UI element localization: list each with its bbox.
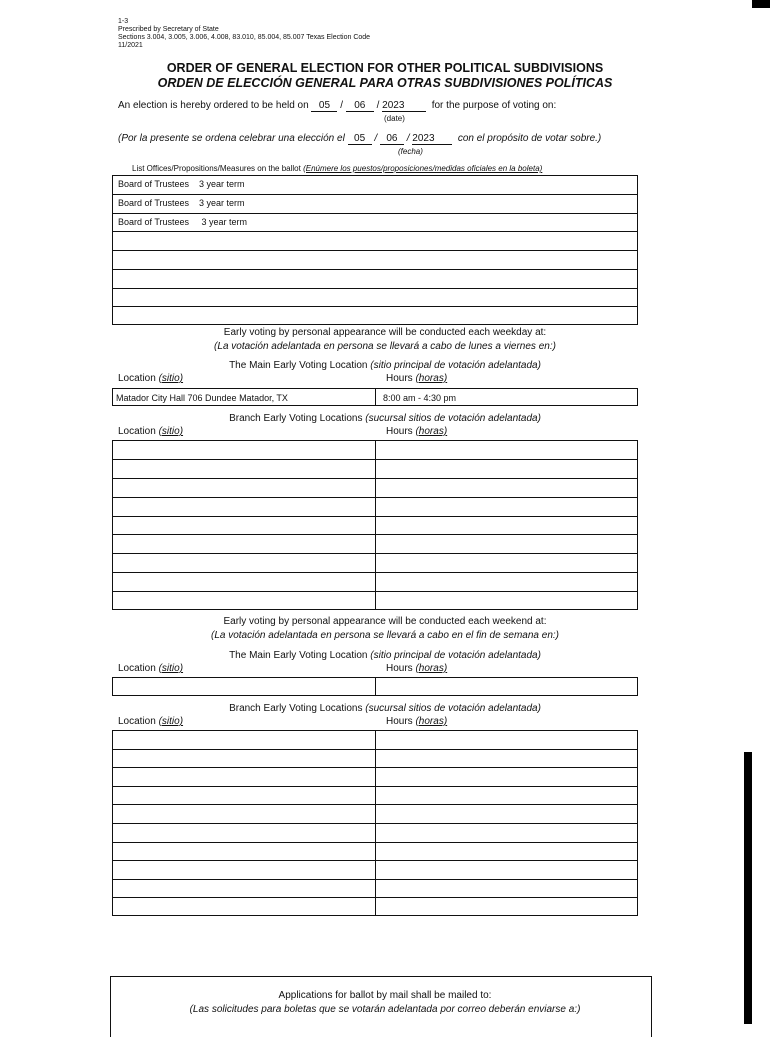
page-title-es: ORDEN DE ELECCIÓN GENERAL PARA OTRAS SUBDIVISIONES POLÍTICAS xyxy=(157,76,613,90)
location-label: Location xyxy=(118,663,156,674)
table-row-divider xyxy=(112,231,638,232)
order-month-field[interactable]: 05 xyxy=(311,100,337,112)
mail-heading-es: (Las solicitudes para boletas que se votarán adelantada por correo deberán enviarse a:) xyxy=(189,1004,581,1015)
statute-sections: Sections 3.004, 3.005, 3.006, 4.008, 83.010, 85.004, 85.007 Texas Election Code xyxy=(118,34,371,41)
weekday-main-hours[interactable]: 8:00 am - 4:30 pm xyxy=(383,393,457,403)
office-row[interactable]: Board of Trustees 3 year term xyxy=(118,179,245,189)
weekend-branch-location-label xyxy=(118,716,183,727)
hours-label: Hours xyxy=(386,716,413,727)
order-prefix-en: An election is hereby ordered to be held on xyxy=(118,100,309,111)
form-number: 1-3 xyxy=(118,18,129,25)
scan-edge-bottom xyxy=(744,752,752,1024)
weekend-heading-es: (La votación adelantada en persona se llevará a cabo en el fin de semana en:) xyxy=(210,630,559,641)
office-row[interactable]: Board of Trustees 3 year term xyxy=(118,197,245,208)
weekday-location-label xyxy=(118,373,183,384)
table-row-divider xyxy=(112,306,638,307)
weekday-branch-location-label xyxy=(118,426,183,437)
column-divider xyxy=(375,440,376,610)
weekend-branch-es: (sucursal sitios de votación adelantada) xyxy=(365,703,541,714)
weekday-main-es: (sitio principal de votación adelantada) xyxy=(370,360,541,371)
hours-label-es: (horas) xyxy=(415,663,448,674)
office-row[interactable]: Board of Trustees 3 year term xyxy=(118,216,248,227)
location-label: Location xyxy=(118,716,156,727)
column-divider xyxy=(375,388,376,406)
weekend-main-heading xyxy=(0,650,770,661)
weekday-main-heading xyxy=(0,360,770,371)
weekday-branch-hours-label xyxy=(386,426,447,437)
hours-label-es: (horas) xyxy=(415,426,448,437)
weekend-location-label xyxy=(118,663,183,674)
table-row-divider xyxy=(112,250,638,251)
location-label: Location xyxy=(118,373,156,384)
location-label-es: (sitio) xyxy=(158,663,184,674)
order-suffix-es: con el propósito de votar sobre.) xyxy=(457,133,602,144)
weekend-branch-hours-label xyxy=(386,716,447,727)
location-label: Location xyxy=(118,426,156,437)
weekend-main-en: The Main Early Voting Location xyxy=(229,650,368,661)
order-line-en: An election is hereby ordered to be held on 05 / 06 / 2023 for the purpose of voting on: xyxy=(118,100,557,111)
order-suffix-en: for the purpose of voting on: xyxy=(431,100,557,111)
weekday-branch-es: (sucursal sitios de votación adelantada) xyxy=(365,413,541,424)
weekday-heading-es: (La votación adelantada en persona se llevará a cabo de lunes a viernes en:) xyxy=(214,341,556,352)
hours-label-es: (horas) xyxy=(415,716,448,727)
weekday-branch-heading xyxy=(0,413,770,424)
location-label-es: (sitio) xyxy=(158,426,184,437)
table-row-divider xyxy=(112,288,638,289)
column-divider xyxy=(375,677,376,696)
weekday-heading-en: Early voting by personal appearance will be conducted each weekday at: xyxy=(223,327,547,338)
order-day-field[interactable]: 06 xyxy=(346,100,374,112)
hours-label: Hours xyxy=(386,426,413,437)
form-date: 11/2021 xyxy=(118,42,143,49)
weekday-branch-en: Branch Early Voting Locations xyxy=(229,413,363,424)
weekend-heading-en: Early voting by personal appearance will be conducted each weekend at: xyxy=(223,616,547,627)
location-label-es: (sitio) xyxy=(158,716,184,727)
order-day-es[interactable]: 06 xyxy=(380,133,404,145)
order-month-es[interactable]: 05 xyxy=(348,133,372,145)
order-line-es: (Por la presente se ordena celebrar una elección el 05 / 06 / 2023 con el propósito de votar sobre.) xyxy=(118,133,602,144)
column-divider xyxy=(375,730,376,916)
table-row-divider xyxy=(112,269,638,270)
location-label-es: (sitio) xyxy=(158,373,184,384)
weekend-hours-label xyxy=(386,663,447,674)
weekend-branch-heading xyxy=(0,703,770,714)
table-row-divider xyxy=(112,194,638,195)
date-label: (date) xyxy=(384,114,405,123)
weekday-hours-label xyxy=(386,373,447,384)
order-year-es[interactable]: 2023 xyxy=(412,133,452,145)
weekend-main-es: (sitio principal de votación adelantada) xyxy=(370,650,541,661)
page-title-en: ORDER OF GENERAL ELECTION FOR OTHER POLITICAL SUBDIVISIONS xyxy=(166,61,604,75)
offices-label-en: List Offices/Propositions/Measures on the ballot xyxy=(132,164,301,173)
fecha-label: (fecha) xyxy=(398,147,423,156)
hours-label: Hours xyxy=(386,663,413,674)
weekday-main-en: The Main Early Voting Location xyxy=(229,360,368,371)
scan-edge-top xyxy=(752,0,770,8)
prescribed-by: Prescribed by Secretary of State xyxy=(118,26,219,33)
table-row-divider xyxy=(112,213,638,214)
mail-heading-en: Applications for ballot by mail shall be mailed to: xyxy=(278,990,492,1001)
order-prefix-es: (Por la presente se ordena celebrar una elección el xyxy=(118,133,345,144)
weekend-branch-en: Branch Early Voting Locations xyxy=(229,703,363,714)
offices-label-es: (Enúmere los puestos/proposiciones/medidas oficiales en la boleta) xyxy=(303,164,543,173)
weekday-main-location[interactable]: Matador City Hall 706 Dundee Matador, TX xyxy=(116,393,288,403)
hours-label: Hours xyxy=(386,373,413,384)
offices-label xyxy=(132,164,542,173)
order-year-field[interactable]: 2023 xyxy=(382,100,426,112)
hours-label-es: (horas) xyxy=(415,373,448,384)
